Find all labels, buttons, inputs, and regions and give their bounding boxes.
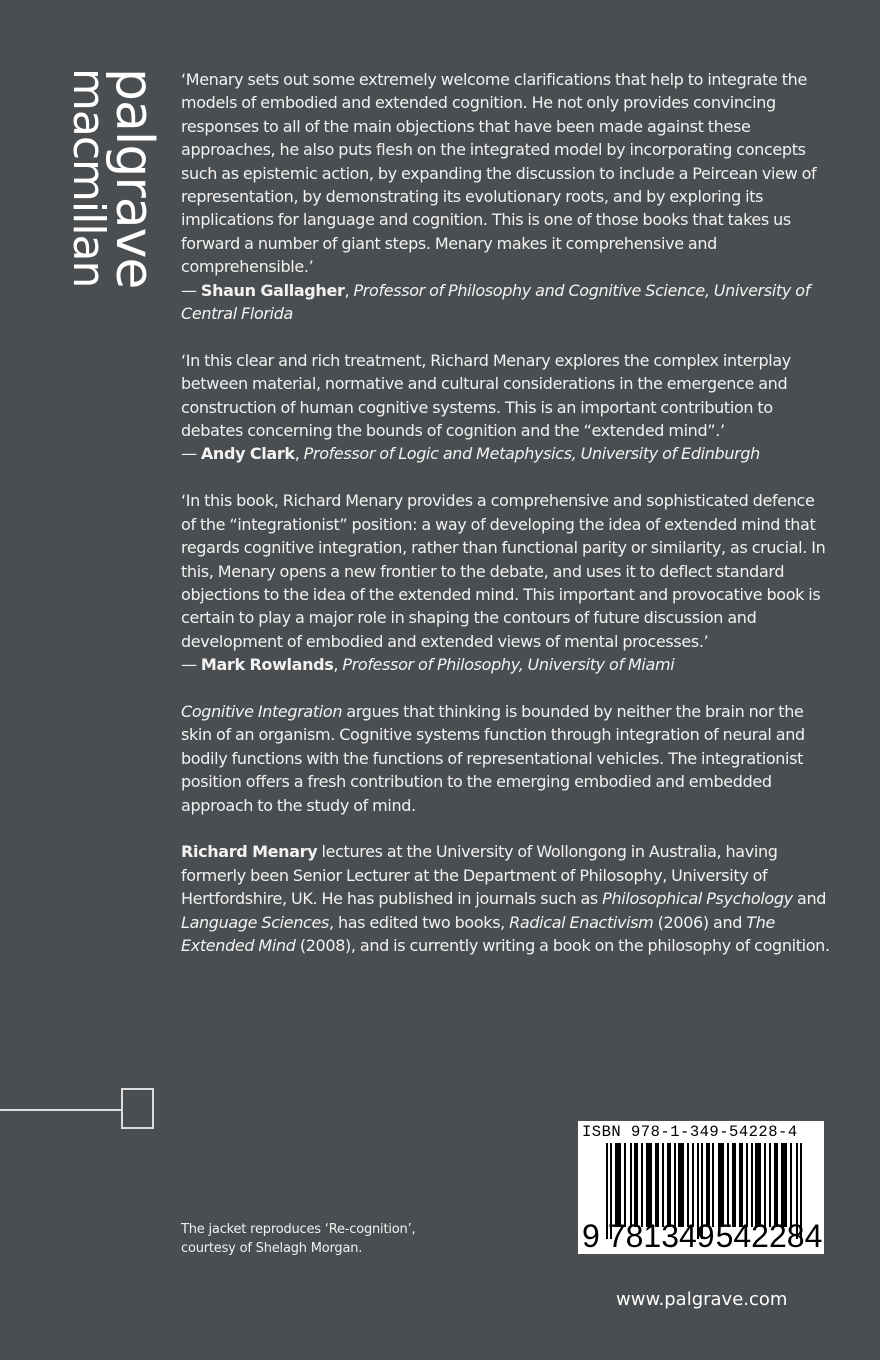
book-title: Cognitive Integration xyxy=(181,701,343,721)
endorsement-quote: ‘In this clear and rich treatment, Richard Menary explores the complex interplay between material, normative and cultural considerations in the emergence and construction of human cognitive systems. This is an important contribution to debates concerning the bounds of cognition and the “extended mind”.’ xyxy=(181,350,791,441)
endorser-affiliation: Professor of Logic and Metaphysics, University of Edinburgh xyxy=(303,444,760,464)
logo-palgrave: palgrave xyxy=(104,68,164,289)
barcode-digits: 9 781349542284 xyxy=(582,1218,823,1254)
endorser-name: Shaun Gallagher xyxy=(200,280,345,300)
isbn-label: ISBN 978-1-349-54228-4 xyxy=(582,1123,798,1141)
author-bio: Richard Menary lectures at the University of Wollongong in Australia, having formerly been Senior Lecturer at the Department of Philosophy, University of Hertfordshire, UK. He has published in journals such as Philosophical Psychology and Language Sciences, has edited two books, Radical Enactivism (2006) and The Extended Mind (2008), and is currently writing a book on the philosophy of cognition. xyxy=(181,842,830,955)
endorsement-1: ‘Menary sets out some extremely welcome clarifications that help to integrate the models of embodied and extended cognition. He not only provides convincing responses to all of the main objections that have been made against these approaches, he also puts flesh on the integrated model by incorporating concepts such as epistemic action, by expanding the discussion to include a Peircean view of representation, by demonstrating its evolutionary roots, and by exploring its implications for language and cognition. This is one of those books that takes us forward a number of giant steps. Menary makes it comprehensive and comprehensible.’ — Shaun Gallagher, Professor of Philosophy and Cognitive Science, University of Central Florida xyxy=(181,70,817,324)
endorser-name: Andy Clark xyxy=(200,444,295,464)
book-description: Cognitive Integration argues that thinking is bounded by neither the brain nor the skin of an organism. Cognitive systems function through integration of neural and bodily functions with the functions of representational vehicles. The integrationist position offers a fresh contribution to the emerging embodied and embedded approach to the study of mind. xyxy=(181,701,805,815)
logo-macmillan: macmillan xyxy=(63,68,114,288)
back-cover-text xyxy=(181,68,831,981)
isbn-barcode xyxy=(578,1121,824,1254)
endorsement-2: ‘In this clear and rich treatment, Richard Menary explores the complex interplay between material, normative and cultural considerations in the emergence and construction of human cognitive systems. This is an important contribution to debates concerning the bounds of cognition and the “extended mind”.’ — Andy Clark, Professor of Logic and Metaphysics, University of Edinburgh xyxy=(181,350,791,464)
author-name: Richard Menary xyxy=(181,842,318,862)
publisher-website[interactable]: www.palgrave.com xyxy=(616,1289,788,1310)
endorsement-quote: ‘Menary sets out some extremely welcome clarifications that help to integrate the models of embodied and extended cognition. He not only provides convincing responses to all of the main objections that have been made against these approaches, he also puts flesh on the integrated model by incorporating concepts such as epistemic action, by expanding the discussion to include a Peircean view of representation, by demonstrating its evolutionary roots, and by exploring its implications for language and cognition. This is one of those books that takes us forward a number of giant steps. Menary makes it comprehensive and comprehensible.’ xyxy=(181,70,817,277)
endorser-name: Mark Rowlands xyxy=(200,655,334,675)
endorsement-3: ‘In this book, Richard Menary provides a comprehensive and sophisticated defence of the “integrationist” position: a way of developing the idea of extended mind that regards cognitive integration, rather than functional parity or similarity, as crucial. In this, Menary opens a new frontier to the debate, and uses it to deflect standard objections to the idea of the extended mind. This important and provocative book is certain to play a major role in shaping the contours of future discussion and development of embodied and extended views of mental processes.’ — Mark Rowlands, Professor of Philosophy, University of Miami xyxy=(181,491,826,675)
publisher-logo xyxy=(58,68,164,313)
decorative-line xyxy=(0,1109,122,1111)
endorser-affiliation: Professor of Philosophy and Cognitive Science, University of Central Florida xyxy=(181,280,810,324)
decorative-square xyxy=(121,1088,154,1129)
endorser-affiliation: Professor of Philosophy, University of Miami xyxy=(342,655,675,675)
endorsement-quote: ‘In this book, Richard Menary provides a comprehensive and sophisticated defence of the “integrationist” position: a way of developing the idea of extended mind that regards cognitive integration, rather than functional parity or similarity, as crucial. In this, Menary opens a new frontier to the debate, and uses it to deflect standard objections to the idea of the extended mind. This important and provocative book is certain to play a major role in shaping the contours of future discussion and development of embodied and extended views of mental processes.’ xyxy=(181,491,826,651)
jacket-credit: The jacket reproduces ‘Re-cognition’, courtesy of Shelagh Morgan. xyxy=(181,1222,416,1256)
